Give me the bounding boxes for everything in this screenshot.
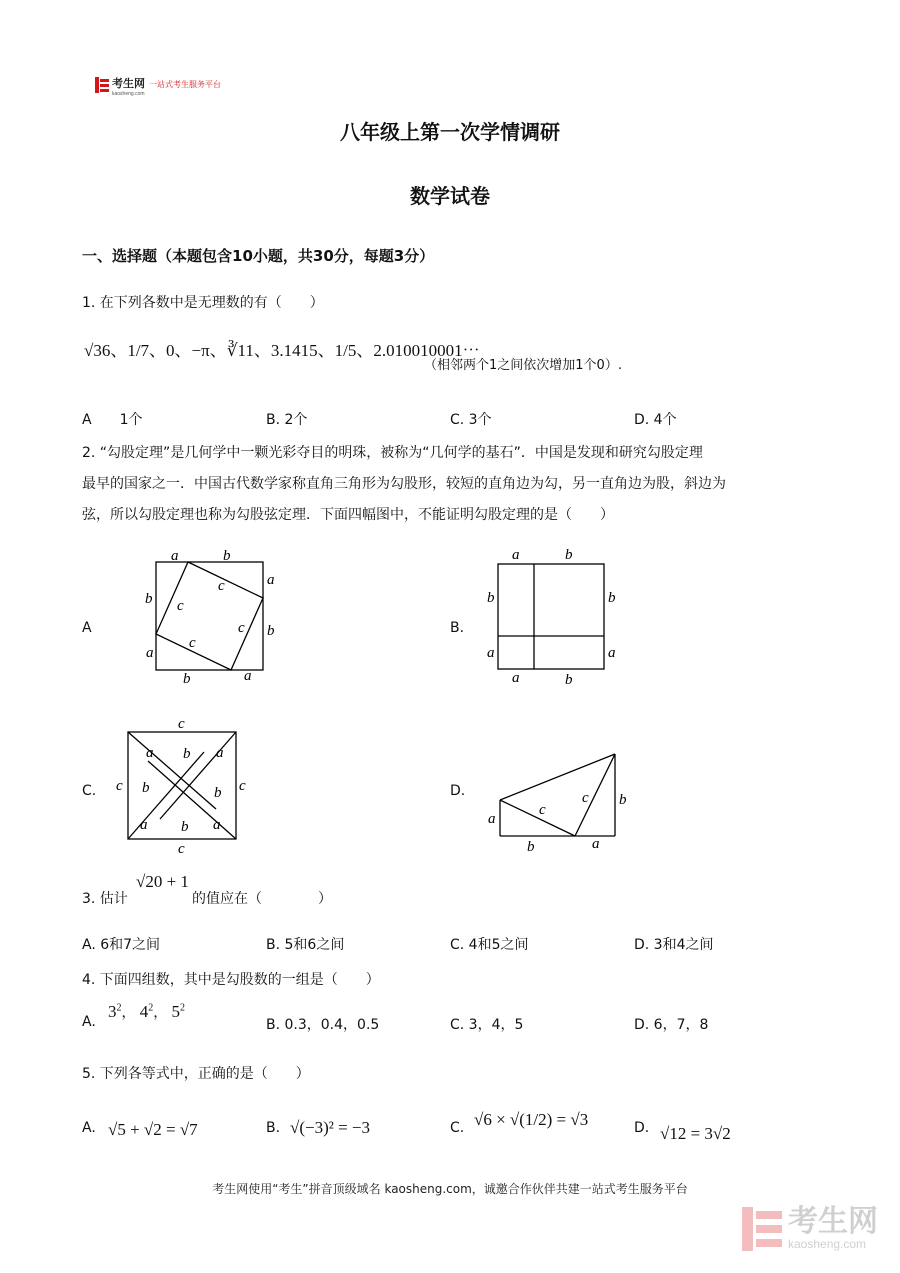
q4-a-sep: ，: [121, 1006, 136, 1021]
page-title: 八年级上第一次学情调研: [340, 120, 560, 144]
q4-a-exp: 2: [148, 1002, 154, 1014]
fig-b-label: b: [565, 547, 573, 563]
q5-label-c: C.: [450, 1120, 465, 1136]
fig-b-label: b: [487, 590, 495, 606]
q4-a-base: 5: [171, 1002, 180, 1021]
fig-a-label: c: [177, 598, 184, 614]
q2-line-3: 弦，所以勾股定理也称为勾股弦定理．下面四幅图中，不能证明勾股定理的是（ ）: [82, 507, 614, 523]
q5-option-b: √(−3)² = −3: [290, 1118, 371, 1137]
q1-option-b: B. 2个: [266, 412, 308, 428]
logo-slogan: 一站式考生服务平台: [149, 80, 221, 89]
fig-b-label: a: [608, 645, 616, 661]
q1-option-a: A 1个: [82, 412, 143, 428]
fig-a-label: c: [238, 620, 245, 636]
q5-label-d: D.: [634, 1120, 650, 1136]
q5-option-a: √5 + √2 = √7: [108, 1120, 198, 1139]
fig-d-label: c: [582, 790, 589, 806]
fig-a-label: b: [267, 623, 275, 639]
q5-label-b: B.: [266, 1120, 281, 1136]
fig-a-label: b: [223, 548, 231, 564]
q5-option-d: √12 = 3√2: [660, 1124, 731, 1143]
question-3-suffix: 的值应在（ ）: [192, 891, 332, 907]
question-4-stem: 4. 下面四组数，其中是勾股数的一组是（ ）: [82, 972, 380, 988]
q4-option-b: B. 0.3，0.4，0.5: [266, 1017, 380, 1033]
fig-c-label: c: [178, 716, 185, 732]
q4-a-exp: 2: [180, 1002, 185, 1014]
fig-c-label: c: [178, 841, 185, 857]
q5-option-c: √6 × √(1/2) = √3: [474, 1110, 589, 1129]
question-1-note: （相邻两个1之间依次增加1个0）.: [424, 358, 622, 373]
q4-option-c: C. 3，4，5: [450, 1017, 524, 1033]
q3-option-d: D. 3和4之间: [634, 937, 714, 953]
q2-line-1: 2. “勾股定理”是几何学中一颗光彩夺目的明珠，被称为“几何学的基石”．中国是发现和研究勾股定理: [82, 445, 703, 461]
fig-b-label: a: [487, 645, 495, 661]
watermark-domain: kaosheng.com: [788, 1237, 867, 1251]
q4-option-a-values: [108, 1002, 185, 1022]
fig-a-label: a: [267, 572, 275, 588]
fig-c-label: a: [213, 817, 221, 833]
q2-line-2: 最早的国家之一．中国古代数学家称直角三角形为勾股形，较短的直角边为勾，另一直角边为股，斜边为: [82, 476, 726, 492]
logo-name: 考生网: [112, 77, 145, 90]
question-3-expression: √20 + 1: [136, 872, 189, 891]
q4-a-exp: 2: [116, 1002, 122, 1014]
fig-a-label: c: [218, 578, 225, 594]
question-3-prefix: 3. 估计: [82, 891, 128, 907]
watermark-logo-icon: [742, 1207, 782, 1251]
fig-a-label: a: [171, 548, 179, 564]
fig-b-label: a: [512, 670, 520, 686]
header-logo: [95, 72, 221, 97]
q2-label-d: D.: [450, 783, 466, 799]
fig-c-label: b: [142, 780, 150, 796]
fig-b-label: a: [512, 547, 520, 563]
fig-c-label: b: [183, 746, 191, 762]
q3-option-c: C. 4和5之间: [450, 937, 529, 953]
q2-label-b: B.: [450, 620, 465, 636]
q5-label-a: A.: [82, 1120, 96, 1136]
fig-a-label: b: [183, 671, 191, 687]
fig-c-label: a: [216, 745, 224, 761]
fig-d-label: b: [527, 839, 535, 855]
fig-a-label: a: [146, 645, 154, 661]
page-footer: 考生网使用“考生”拼音顶级域名 kaosheng.com，诚邀合作伙伴共建一站式考生服务平台: [212, 1182, 688, 1196]
q2-label-a: A: [82, 620, 92, 636]
question-1-expression: √36、1/7、0、−π、∛11、3.1415、1/5、2.010010001⋯: [84, 341, 480, 360]
q1-option-d: D. 4个: [634, 412, 677, 428]
page-subtitle: 数学试卷: [410, 184, 490, 208]
q3-option-b: B. 5和6之间: [266, 937, 345, 953]
fig-c-label: b: [181, 819, 189, 835]
fig-d-label: a: [488, 811, 496, 827]
fig-c-label: a: [146, 745, 154, 761]
fig-c-label: c: [116, 778, 123, 794]
q3-option-a: A. 6和7之间: [82, 937, 161, 953]
fig-a-label: c: [189, 635, 196, 651]
fig-d-label: a: [592, 836, 600, 852]
figure-a: [140, 540, 280, 690]
fig-b-label: b: [608, 590, 616, 606]
fig-a-label: b: [145, 591, 153, 607]
question-1-stem: 1. 在下列各数中是无理数的有（ ）: [82, 295, 324, 311]
question-5-stem: 5. 下列各等式中，正确的是（ ）: [82, 1066, 310, 1082]
q4-option-d: D. 6，7，8: [634, 1017, 709, 1033]
q4-option-a: A.: [82, 1014, 96, 1030]
fig-d-label: b: [619, 792, 627, 808]
fig-c-label: a: [140, 817, 148, 833]
section-heading: 一、选择题（本题包含10小题，共30分，每题3分）: [82, 247, 435, 265]
watermark-name: 考生网: [788, 1204, 878, 1239]
fig-c-label: c: [239, 778, 246, 794]
figure-c: [112, 712, 257, 860]
q2-label-c: C.: [82, 783, 97, 799]
q4-a-sep: ，: [153, 1006, 168, 1021]
watermark: [742, 1204, 878, 1251]
fig-d-label: c: [539, 802, 546, 818]
fig-c-label: b: [214, 785, 222, 801]
logo-domain: kaosheng.com: [112, 91, 145, 97]
question-2-stem: [82, 438, 822, 531]
q1-option-c: C. 3个: [450, 412, 492, 428]
figure-d: [480, 740, 640, 860]
figure-b: [480, 540, 630, 690]
q4-a-base: 3: [108, 1002, 117, 1021]
fig-a-label: a: [244, 668, 252, 684]
logo-icon: [95, 77, 109, 93]
fig-b-label: b: [565, 672, 573, 688]
q4-a-base: 4: [139, 1002, 149, 1021]
